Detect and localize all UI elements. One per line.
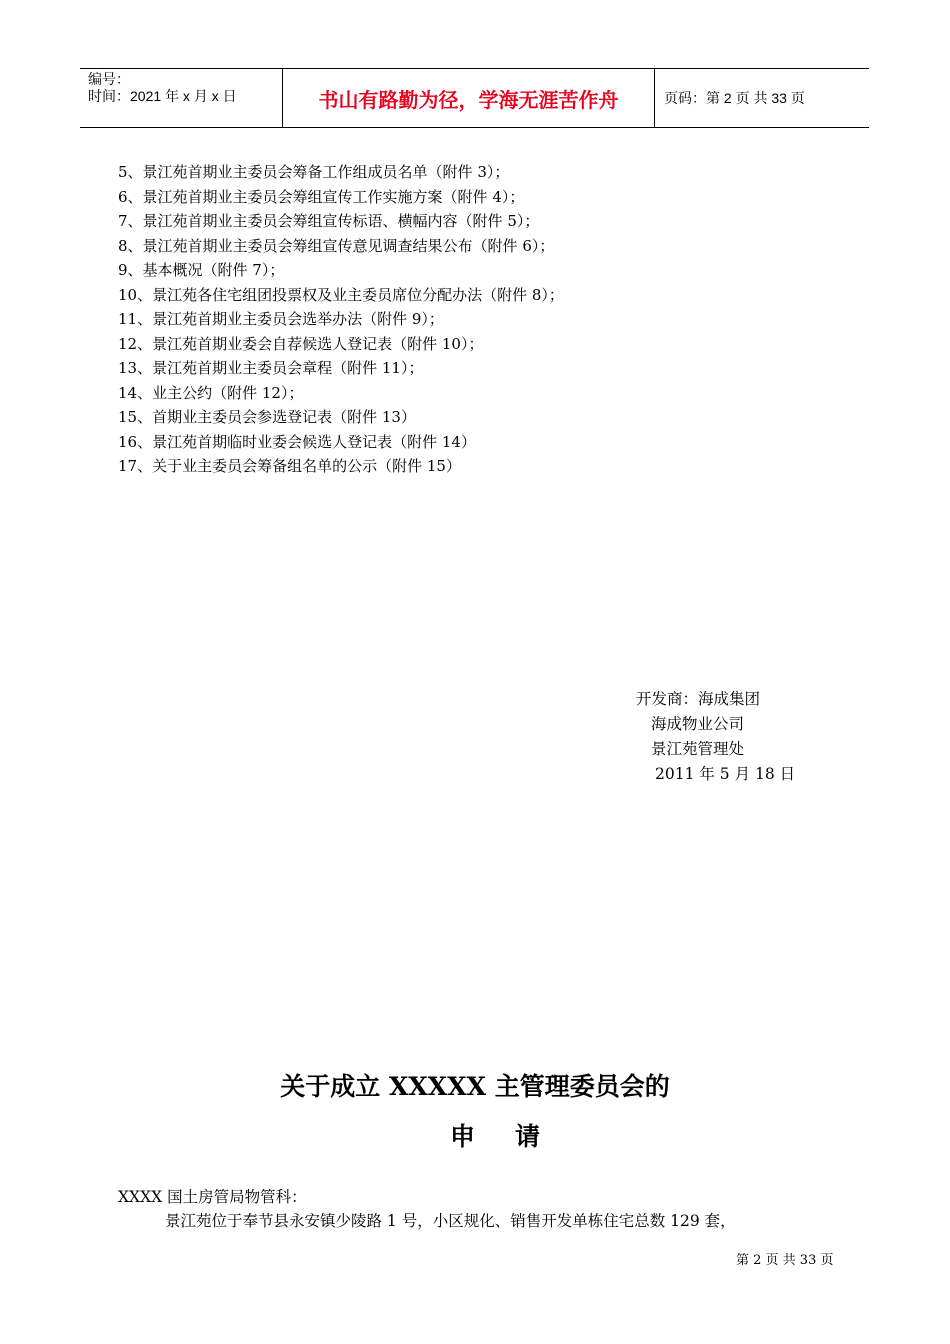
list-item: 13、景江苑首期业主委员会章程（附件 11）； [118,359,424,377]
signature-management-office: 景江苑管理处 [651,740,745,758]
list-item: 7、景江苑首期业主委员会筹组宣传标语、横幅内容（附件 5）； [118,212,540,230]
header-page-info: 页码：第 2 页 共 33 页 [664,90,805,106]
document-title: 关于成立 XXXXX 主管理委员会的 [280,1072,670,1101]
addressee: XXXX 国土房管局物管科： [118,1188,307,1206]
attachment-list [118,160,564,479]
list-item: 17、关于业主委员会筹备组名单的公示（附件 15） [118,457,461,475]
signature-date: 2011 年 5 月 18 日 [655,765,796,783]
list-item: 12、景江苑首期业委会自荐候选人登记表（附件 10）； [118,334,484,353]
signature-property-company: 海成物业公司 [651,715,745,733]
list-item: 15、首期业主委员会参选登记表（附件 13） [118,408,416,426]
list-item: 10、景江苑各住宅组团投票权及业主委员席位分配办法（附件 8）； [118,285,564,304]
document-time-label: 时间：2021 年 x 月 x 日 [88,88,237,104]
document-number-label: 编号： [88,71,130,87]
body-paragraph: 景江苑位于奉节县永安镇少陵路 1 号，小区规化、销售开发单栋住宅总数 129 套， [165,1212,736,1230]
list-item: 6、景江苑首期业主委员会筹组宣传工作实施方案（附件 4）； [118,187,525,206]
page-header [80,68,869,128]
header-meta [80,69,282,127]
list-item: 8、景江苑首期业主委员会筹组宣传意见调查结果公布（附件 6）； [118,236,555,255]
document-subtitle: 申请 [449,1122,580,1151]
list-item: 14、业主公约（附件 12）； [118,383,304,402]
list-item: 5、景江苑首期业主委员会筹备工作组成员名单（附件 3）； [118,163,510,181]
page-footer: 第 2 页 共 33 页 [736,1253,834,1268]
signature-developer: 开发商：海成集团 [636,690,761,708]
list-item: 16、景江苑首期临时业委会候选人登记表（附件 14） [118,432,476,451]
list-item: 9、基本概况（附件 7）； [118,261,285,279]
header-motto: 书山有路勤为径，学海无涯苦作舟 [282,69,655,127]
list-item: 11、景江苑首期业主委员会选举办法（附件 9）； [118,310,444,328]
